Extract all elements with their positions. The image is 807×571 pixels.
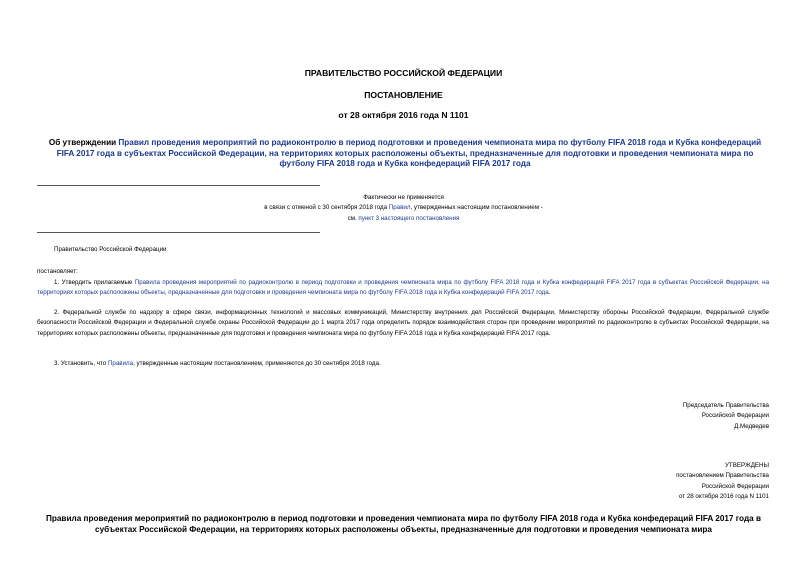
approved-line1: УТВЕРЖДЕНЫ bbox=[725, 462, 769, 469]
document-date-number: от 28 октября 2016 года N 1101 bbox=[338, 110, 469, 120]
status-note-line2-prefix: в связи с отменой с 30 сентября 2018 года bbox=[264, 204, 389, 212]
paragraph-2: 2. Федеральной службе по надзору в сфере связи, информационных технологий и массовых коммуникаций, Министерству внутренних дел Российской Федерации, Министерству обороны Российской Федерации, Федеральной службе безопасности Российской Федерации и Федеральной службе охраны Российской Федерации до 1 марта 2017 года определить порядок взаимодействия сторон при проведении мероприятий по радиоконтролю в субъектах Российской Федерации, на территориях которых расположены объекты, предназначенные для подготовки и проведения чемпионата мира по футболу FIFA 2018 года и Кубка конфедераций FIFA 2017 года. bbox=[37, 309, 769, 337]
resolves: постановляет: bbox=[37, 268, 78, 275]
status-note-line2-suffix: , утвержденных настоящим постановлением - bbox=[410, 204, 543, 212]
paragraph-3-suffix: , утвержденные настоящим постановлением, применяются до 30 сентября 2018 года. bbox=[133, 360, 381, 367]
status-note-point3-link[interactable]: пункт 3 настоящего постановления bbox=[358, 214, 460, 222]
signature-line1: Председатель Правительства bbox=[682, 402, 769, 409]
paragraph-3-prefix: 3. Установить, что bbox=[54, 360, 108, 367]
document-type: ПОСТАНОВЛЕНИЕ bbox=[364, 90, 443, 100]
signature-line2: Российской Федерации bbox=[701, 412, 769, 420]
status-note-line2 bbox=[0, 203, 807, 213]
document-title bbox=[46, 138, 764, 170]
title-rules-link[interactable]: Правил проведения мероприятий по радиоконтролю в период подготовки и проведения чемпионата мира по футболу FIFA 2018 года и Кубка конфедераций FIFA 2017 года в субъектах Российской Федерации, на территориях которых расположены объекты, предназначенные для подготовки и проведения чемпионата мира по футболу FIFA 2018 года и Кубка конфедераций FIFA 2017 года bbox=[56, 138, 762, 169]
note-top-divider bbox=[37, 185, 320, 186]
title-prefix: Об утверждении bbox=[48, 138, 119, 147]
status-note-line3-prefix: см. bbox=[347, 214, 359, 222]
note-bottom-divider bbox=[37, 232, 320, 233]
paragraph-1 bbox=[37, 278, 769, 299]
approved-line2: постановлением Правительства bbox=[676, 472, 769, 480]
government-heading: ПРАВИТЕЛЬСТВО РОССИЙСКОЙ ФЕДЕРАЦИИ bbox=[304, 68, 503, 78]
status-note-rules-link[interactable]: Правил bbox=[388, 204, 411, 212]
paragraph-1-rules-link[interactable]: Правила проведения мероприятий по радиоконтролю в период подготовки и проведения чемпионата мира по футболу FIFA 2018 года и Кубка конфедераций FIFA 2017 года в субъектах Российской Федерации, на территориях которых расположены объекты, предназначенные для подготовки и проведения чемпионата мира по футболу FIFA 2018 года и Кубка конфедераций FIFA 2017 года bbox=[37, 279, 770, 297]
signature-name: Д.Медведев bbox=[734, 422, 769, 430]
paragraph-3 bbox=[54, 359, 381, 369]
rules-title: Правила проведения мероприятий по радиоконтролю в период подготовки и проведения чемпионата мира по футболу FIFA 2018 года и Кубка конфедераций FIFA 2017 года в субъектах Российской Федерации, на территориях которых расположены объекты, предназначенные для подготовки и проведения чемпионата мира bbox=[45, 514, 762, 534]
status-note-line3 bbox=[0, 214, 807, 224]
status-note-line1: Фактически не применяется bbox=[363, 194, 444, 201]
paragraph-3-rules-link[interactable]: Правила bbox=[107, 360, 134, 367]
approved-line3: Российской Федерации bbox=[701, 482, 769, 490]
approved-block bbox=[469, 461, 769, 503]
approved-line4: от 28 октября 2016 года N 1101 bbox=[678, 493, 769, 501]
paragraph-1-prefix: 1. Утвердить прилагаемые bbox=[54, 279, 135, 286]
paragraph-1-suffix: . bbox=[548, 289, 551, 297]
status-note bbox=[0, 193, 807, 224]
signature-block bbox=[469, 401, 769, 432]
issuer: Правительство Российской Федерации bbox=[54, 246, 167, 253]
